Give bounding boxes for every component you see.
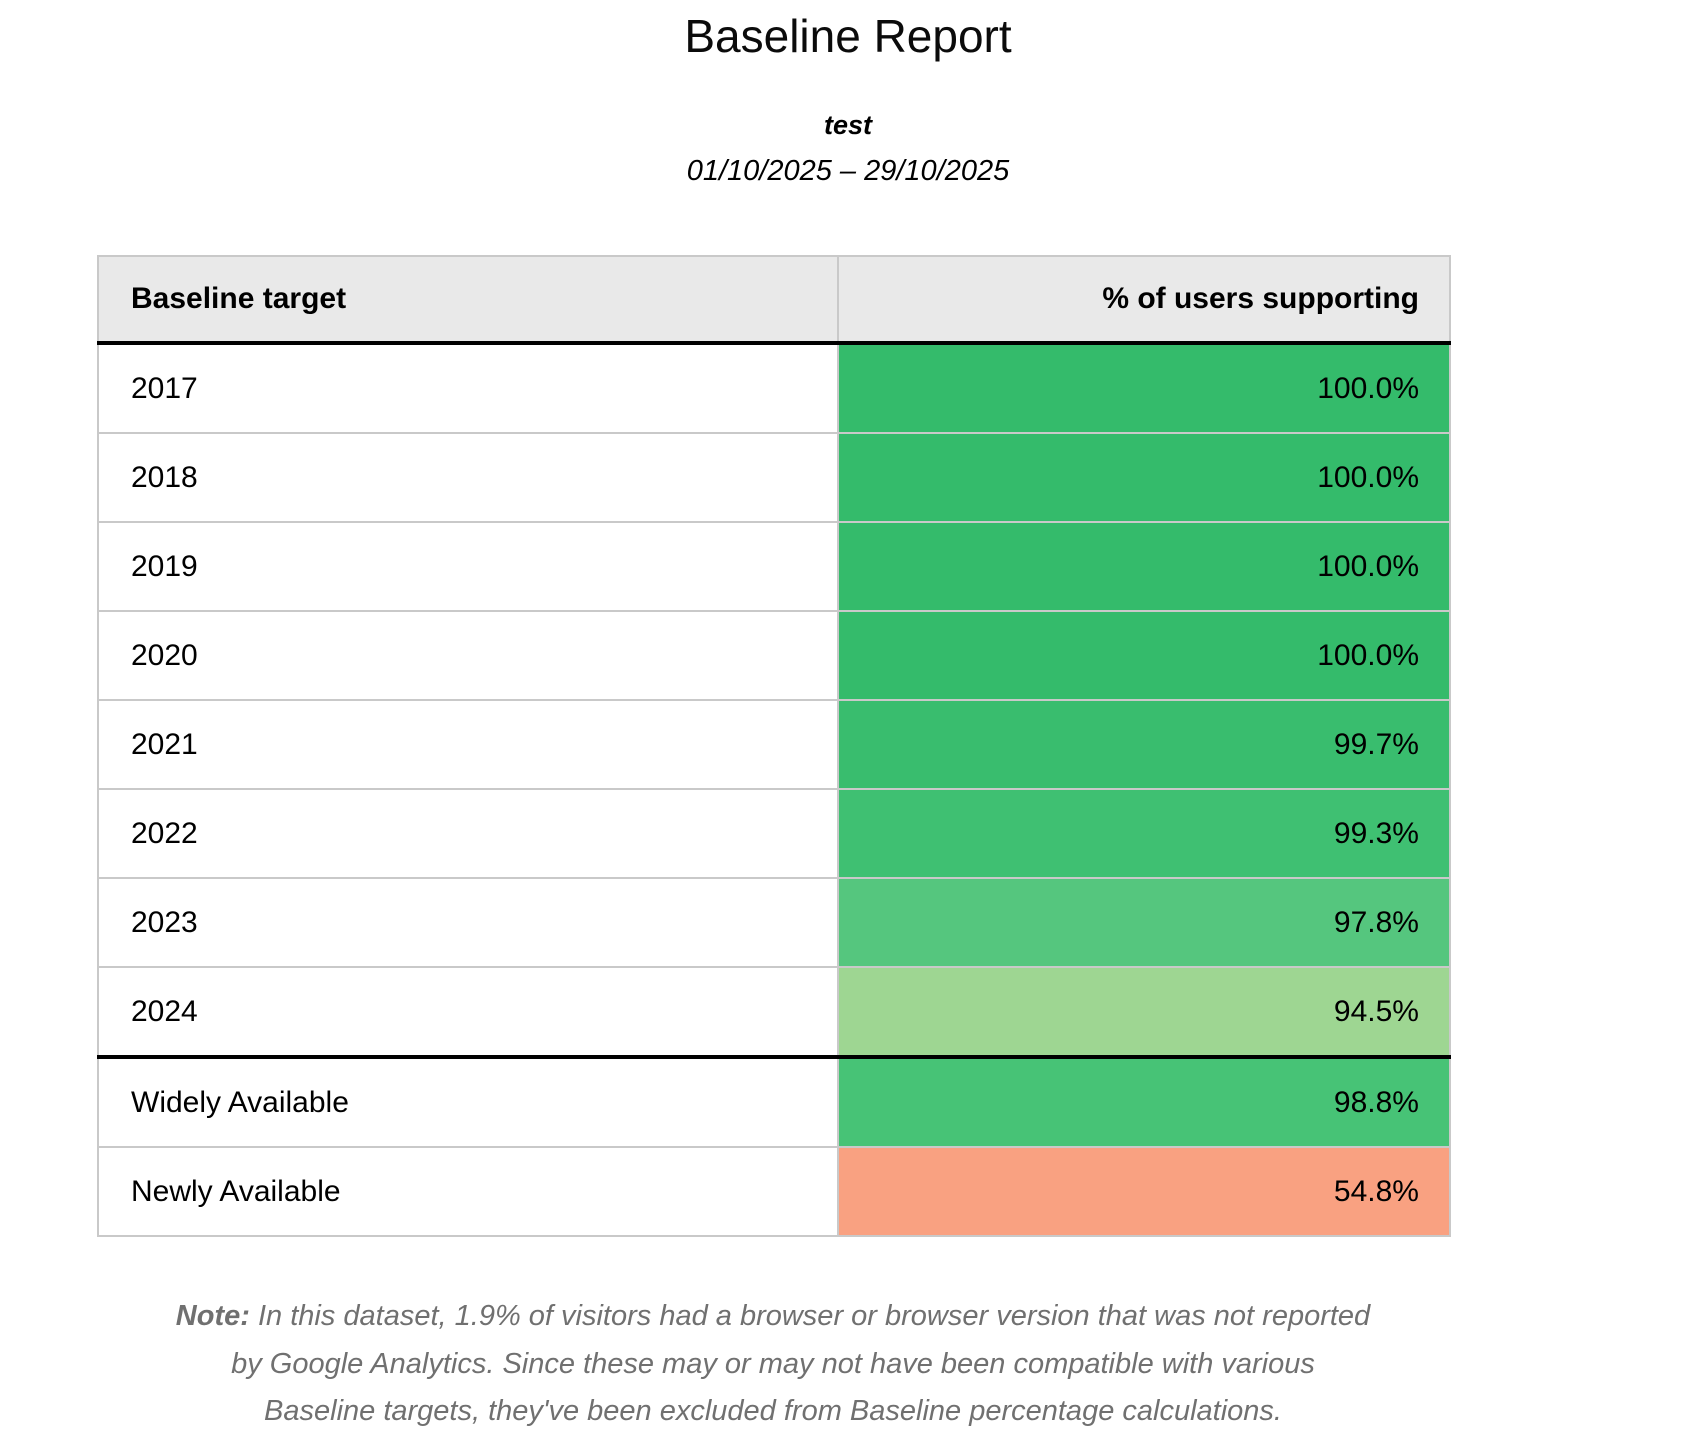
target-cell: 2020 <box>98 611 838 700</box>
footnote <box>97 1293 1449 1436</box>
pct-cell: 100.0% <box>838 433 1450 522</box>
table-row <box>98 611 1450 700</box>
target-cell: 2018 <box>98 433 838 522</box>
header-pct-users-supporting: % of users supporting <box>838 256 1450 343</box>
table-row <box>98 343 1450 433</box>
table-header-row <box>98 256 1450 343</box>
table-row <box>98 700 1450 789</box>
pct-cell: 100.0% <box>838 611 1450 700</box>
target-cell: 2023 <box>98 878 838 967</box>
target-cell: 2017 <box>98 343 838 433</box>
table-row <box>98 433 1450 522</box>
pct-cell: 99.7% <box>838 700 1450 789</box>
target-cell: 2024 <box>98 967 838 1057</box>
baseline-table <box>97 255 1451 1237</box>
pct-cell: 99.3% <box>838 789 1450 878</box>
target-cell: Newly Available <box>98 1147 838 1236</box>
footnote-text: In this dataset, 1.9% of visitors had a browser or browser version that was not reported by Google Analytics. Since these may or may not have been compatible with various Baseline targets, they've been excluded from Baseline percentage calculations. <box>231 1300 1371 1428</box>
pct-cell: 54.8% <box>838 1147 1450 1236</box>
table-row <box>98 878 1450 967</box>
table-row <box>98 522 1450 611</box>
table-row <box>98 1057 1450 1147</box>
pct-cell: 94.5% <box>838 967 1450 1057</box>
table-row <box>98 1147 1450 1236</box>
table-row <box>98 967 1450 1057</box>
pct-cell: 100.0% <box>838 343 1450 433</box>
footnote-label: Note: <box>175 1300 250 1333</box>
target-cell: 2022 <box>98 789 838 878</box>
target-cell: 2021 <box>98 700 838 789</box>
page-title: Baseline Report <box>684 10 1012 62</box>
target-cell: 2019 <box>98 522 838 611</box>
pct-cell: 100.0% <box>838 522 1450 611</box>
pct-cell: 98.8% <box>838 1057 1450 1147</box>
footnote-inner <box>173 1293 1373 1436</box>
report-subtitle: test <box>823 109 872 140</box>
table-row <box>98 789 1450 878</box>
header-baseline-target: Baseline target <box>98 256 838 343</box>
target-cell: Widely Available <box>98 1057 838 1147</box>
table-body <box>98 343 1450 1236</box>
pct-cell: 97.8% <box>838 878 1450 967</box>
report-date-range: 01/10/2025 – 29/10/2025 <box>686 155 1010 188</box>
